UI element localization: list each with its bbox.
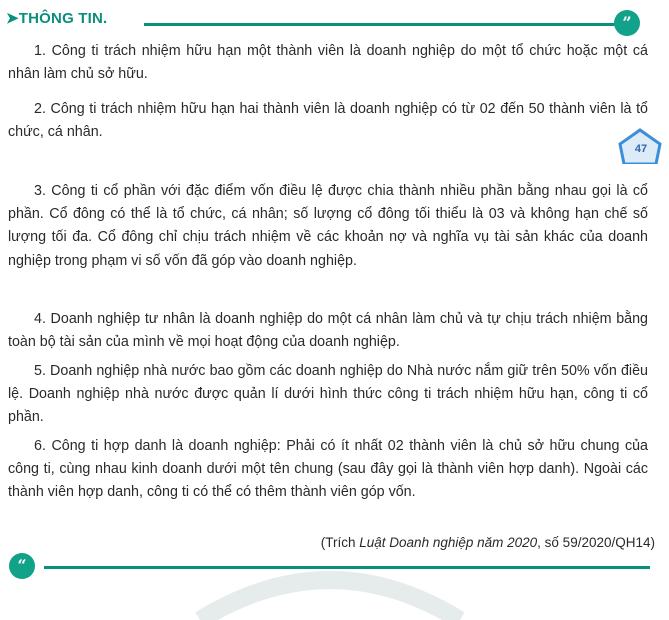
paragraph-1: 1. Công ti trách nhiệm hữu hạn một thành viên là doanh nghiệp do một tổ chức hoặc một cá nhân làm chủ sở hữu. bbox=[8, 43, 648, 83]
page-number: 47 bbox=[634, 143, 648, 155]
source-suffix: , số 59/2020/QH14) bbox=[537, 535, 655, 550]
footer-divider bbox=[44, 566, 650, 569]
quote-open-icon: ” bbox=[614, 10, 640, 36]
quote-close-icon: “ bbox=[9, 553, 35, 579]
info-header bbox=[6, 4, 646, 32]
header-divider bbox=[144, 23, 618, 26]
section-title: ➤THÔNG TIN. bbox=[6, 10, 108, 27]
paragraph-6: 6. Công ti hợp danh là doanh nghiệp: Phải có ít nhất 02 thành viên là chủ sở hữu chung của công ti, cùng nhau kinh doanh dưới một tên chung (sau đây gọi là thành viên hợp danh). Ngoài các thành viên hợp danh, công ti có thể có thêm thành viên góp vốn. bbox=[8, 438, 648, 501]
decorative-arc bbox=[180, 540, 480, 620]
paragraph-4: 4. Doanh nghiệp tư nhân là doanh nghiệp do một cá nhân làm chủ và tự chịu trách nhiệm bằng toàn bộ tài sản của mình về mọi hoạt động của doanh nghiệp. bbox=[8, 311, 648, 351]
source-prefix: (Trích bbox=[320, 535, 360, 550]
paragraph-2: 2. Công ti trách nhiệm hữu hạn hai thành viên là doanh nghiệp có từ 02 đến 50 thành viên là tổ chức, cá nhân. bbox=[8, 101, 648, 141]
source-law-title: Luật Doanh nghiệp năm 2020 bbox=[359, 535, 538, 550]
paragraph-3: 3. Công ti cổ phần với đặc điểm vốn điều lệ được chia thành nhiều phần bằng nhau gọi là cổ phần. Cổ đông có thể là tổ chức, cá nhân; số lượng cổ đông tối thiểu là 03 và không hạn chế số lượng tối đa. Cổ đông chỉ chịu trách nhiệm về các khoản nợ và nghĩa vụ tài sản khác của doanh nghiệp trong phạm vi số vốn đã góp vào doanh nghiệp. bbox=[8, 183, 648, 269]
paragraph-5: 5. Doanh nghiệp nhà nước bao gồm các doanh nghiệp do Nhà nước nắm giữ trên 50% vốn điều lệ. Doanh nghiệp nhà nước được quản lí dưới hình thức công ti trách nhiệm hữu hạn, công ti cổ phần. bbox=[8, 363, 648, 426]
